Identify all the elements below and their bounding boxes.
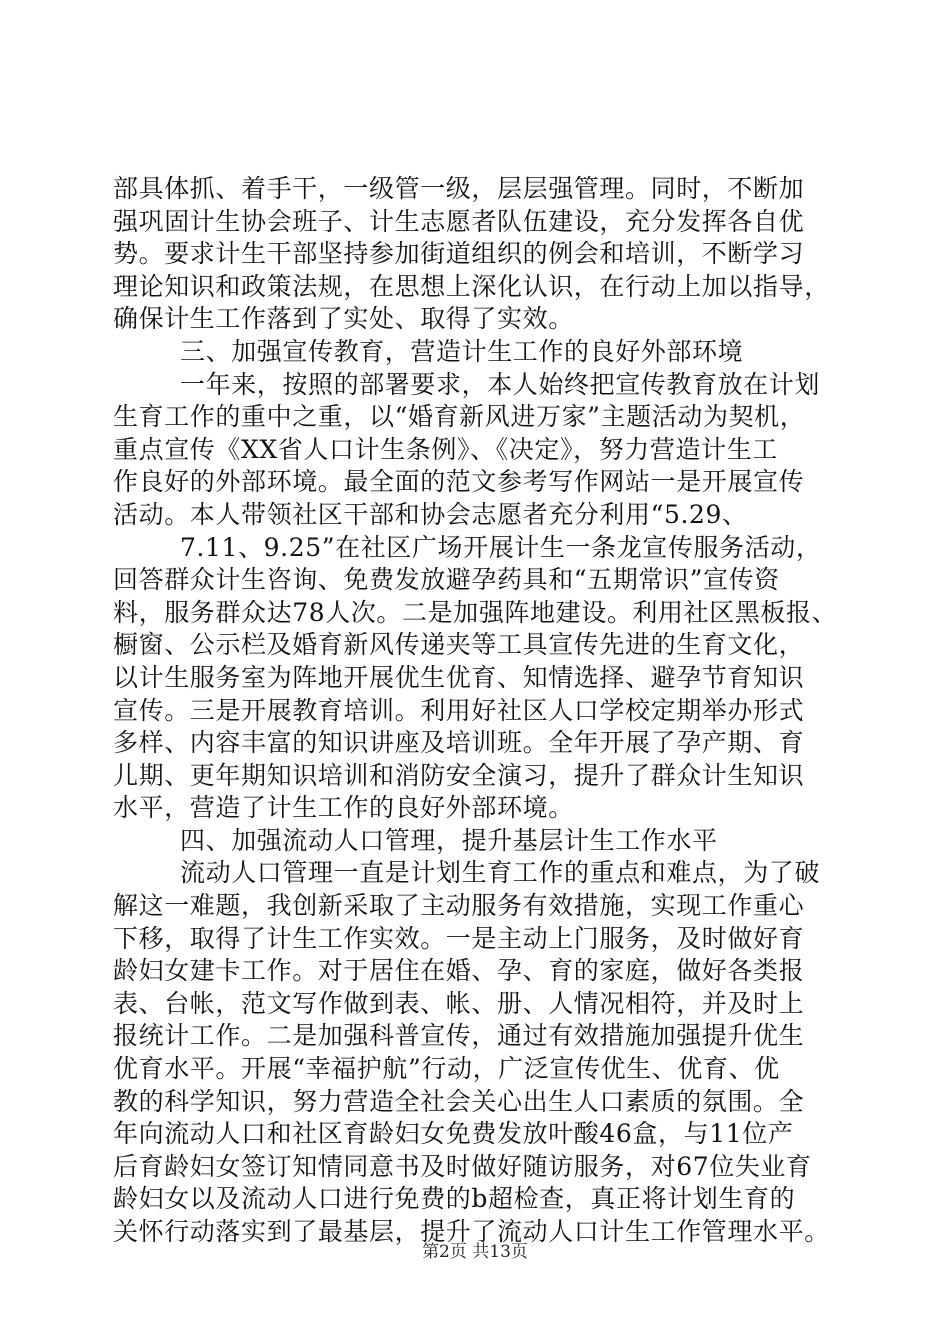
text-line: 重点宣传《XX省人口计生条例》、《决定》，努力营造计生工 (113, 434, 778, 464)
text-line: 关怀行动落实到了最基层，提升了流动人口计生工作管理水平。 (113, 1217, 830, 1246)
text-line: 一年来，按照的部署要求，本人始终把宣传教育放在计划 (180, 369, 821, 399)
text-line: 7.11、9.25”在社区广场开展计生一条龙宣传服务活动， (180, 532, 822, 562)
text-line: 势。要求计生干部坚持参加街道组织的例会和培训，不断学习 (113, 239, 805, 269)
text-line: 以计生服务室为阵地开展优生优育、知情选择、避孕节育知识 (113, 662, 805, 692)
text-line: 龄妇女建卡工作。对于居住在婚、孕、育的家庭，做好各类报 (113, 956, 805, 986)
text-line: 水平，营造了计生工作的良好外部环境。 (113, 793, 574, 823)
text-line: 解这一难题，我创新采取了主动服务有效措施，实现工作重心 (113, 891, 805, 921)
text-line: 后育龄妇女签订知情同意书及时做好随访服务，对67位失业育 (113, 1151, 812, 1181)
text-line: 部具体抓、着手干，一级管一级，层层强管理。同时，不断加 (113, 174, 805, 203)
text-line: 回答群众计生咨询、免费发放避孕药具和“五期常识”宣传资 (113, 565, 780, 595)
text-line: 三、加强宣传教育，营造计生工作的良好外部环境 (180, 336, 744, 366)
text-line: 生育工作的重中之重，以“婚育新风进万家”主题活动为契机， (113, 402, 806, 432)
text-line: 确保计生工作落到了实处、取得了实效。 (113, 304, 574, 334)
text-line: 流动人口管理一直是计划生育工作的重点和难点，为了破 (180, 858, 821, 888)
text-line: 优育水平。开展“幸福护航”行动，广泛宣传优生、优育、优 (113, 1054, 780, 1084)
text-line: 作良好的外部环境。最全面的范文参考写作网站一是开展宣传 (113, 467, 805, 497)
text-line: 料，服务群众达78人次。二是加强阵地建设。利用社区黑板报、 (113, 597, 838, 627)
body-text (113, 173, 843, 1249)
text-line: 教的科学知识，努力营造全社会关心出生人口素质的氛围。全 (113, 1086, 805, 1116)
text-line: 下移，取得了计生工作实效。一是主动上门服务，及时做好育 (113, 923, 805, 953)
text-line: 橱窗、公示栏及婚育新风传递夹等工具宣传先进的生育文化， (113, 630, 805, 660)
text-line: 活动。本人带领社区干部和协会志愿者充分利用“5.29、 (113, 499, 748, 529)
text-line: 四、加强流动人口管理，提升基层计生工作水平 (180, 825, 718, 855)
text-line: 宣传。三是开展教育培训。利用好社区人口学校定期举办形式 (113, 695, 805, 725)
page-footer: 第2页 共13页 (422, 1242, 528, 1262)
text-line: 年向流动人口和社区育龄妇女免费发放叶酸46盒，与11位产 (113, 1119, 794, 1149)
text-line: 报统计工作。二是加强科普宣传，通过有效措施加强提升优生 (113, 1021, 805, 1051)
text-line: 龄妇女以及流动人口进行免费的b超检查，真正将计划生育的 (113, 1184, 796, 1214)
text-line: 强巩固计生协会班子、计生志愿者队伍建设，充分发挥各自优 (113, 206, 805, 236)
text-line: 儿期、更年期知识培训和消防安全演习，提升了群众计生知识 (113, 760, 805, 790)
text-line: 多样、内容丰富的知识讲座及培训班。全年开展了孕产期、育 (113, 728, 805, 758)
text-line: 理论知识和政策法规，在思想上深化认识，在行动上加以指导， (113, 271, 830, 301)
text-line: 表、台帐，范文写作做到表、帐、册、人情况相符，并及时上 (113, 988, 805, 1018)
